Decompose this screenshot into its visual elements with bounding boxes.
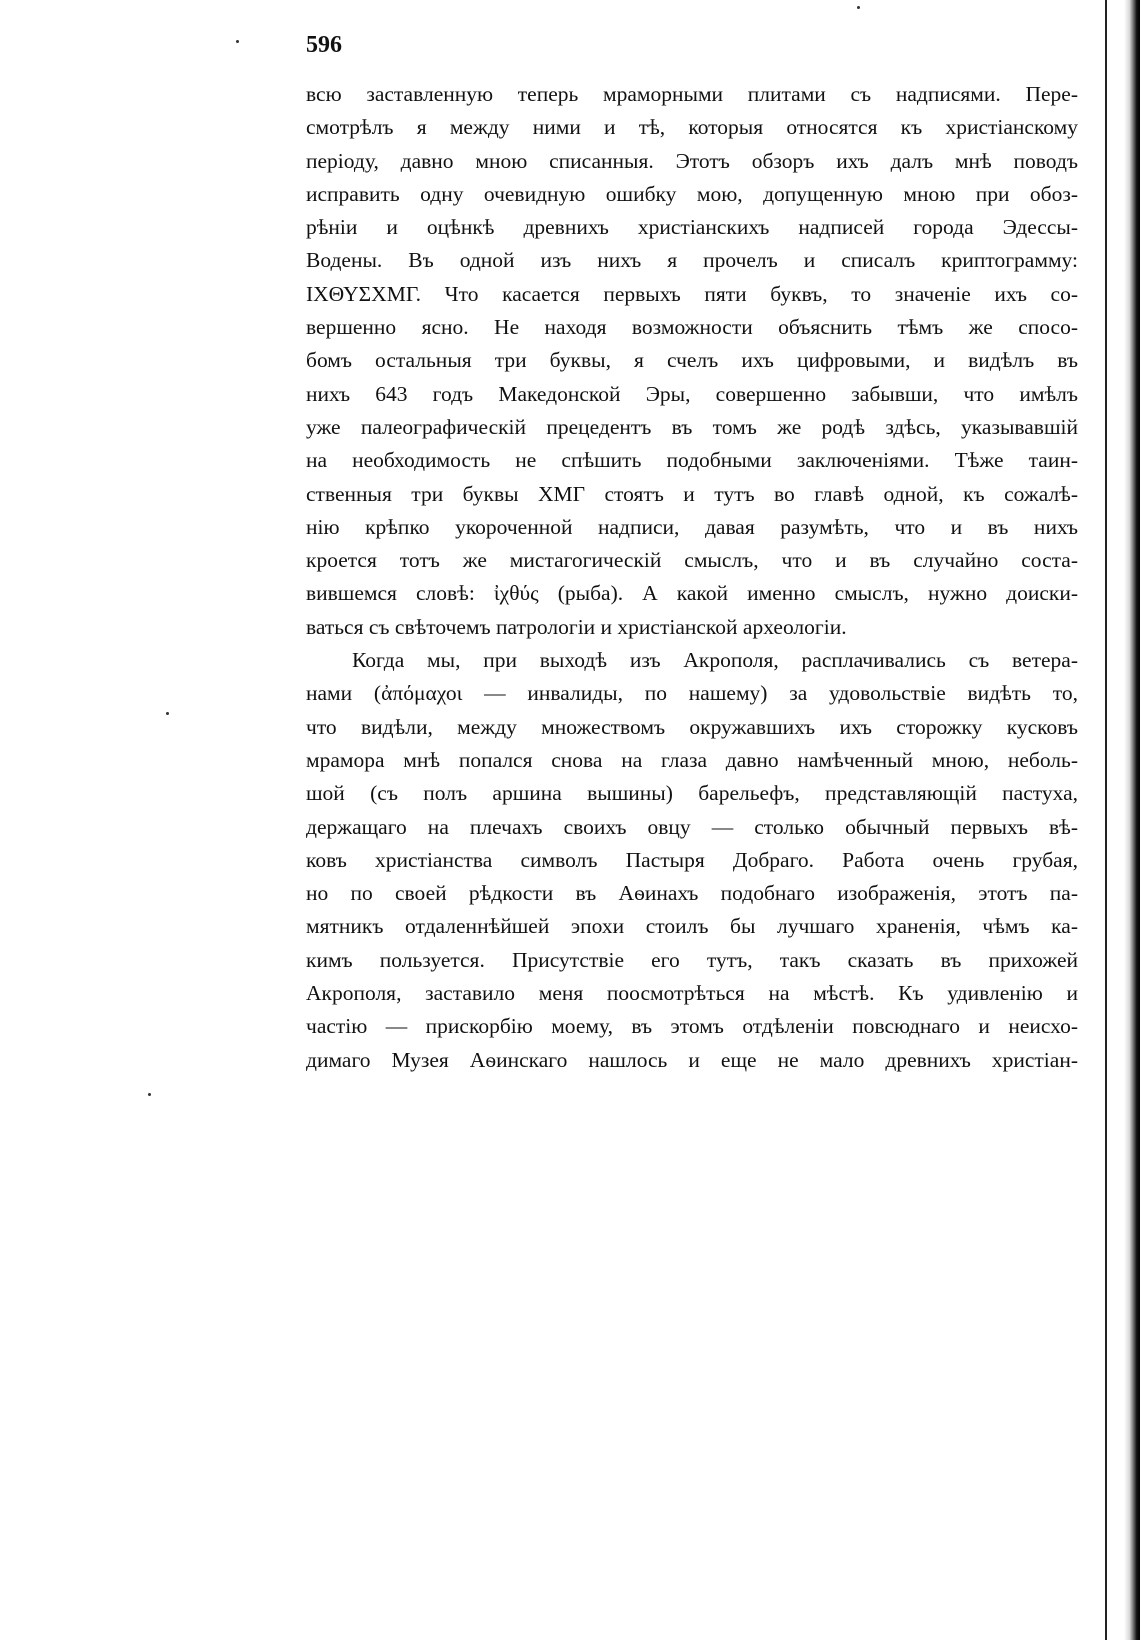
text-line: кроется тотъ же мистагогическій смыслъ, что и въ случайно соста- <box>306 548 1078 573</box>
text-line: Когда мы, при выходѣ изъ Акрополя, расплачивались съ ветера- <box>352 648 1078 673</box>
text-line: нихъ 643 годъ Македонской Эры, совершенно забывши, что имѣлъ <box>306 381 1078 406</box>
text-line: вершенно ясно. Не находя возможности объяснить тѣмъ же спосо- <box>306 315 1078 340</box>
text-line: нію крѣпко укороченной надписи, давая разумѣть, что и въ нихъ <box>306 514 1078 539</box>
text-line: ΙΧΘΥΣΧΜΓ. Что касается первыхъ пяти буквъ, то значеніе ихъ со- <box>306 281 1078 306</box>
text-line: мрамора мнѣ попался снова на глаза давно намѣченный мною, неболь- <box>306 747 1078 772</box>
scan-speck <box>166 712 169 715</box>
scan-speck <box>236 40 239 43</box>
text-line: вившемся словѣ: ἰχθύς (рыба). А какой именно смыслъ, нужно доиски- <box>306 581 1078 606</box>
text-line: уже палеографическій прецедентъ въ томъ же родѣ здѣсь, указывавшій <box>306 414 1078 439</box>
page-number: 596 <box>306 32 342 58</box>
text-line: Акрополя, заставило меня поосмотрѣться на мѣстѣ. Къ удивленію и <box>306 981 1078 1006</box>
page-edge-line <box>1105 0 1107 1640</box>
text-line: держащаго на плечахъ своихъ овцу — столько обычный первыхъ вѣ- <box>306 814 1078 839</box>
text-line: но по своей рѣдкости въ Аѳинахъ подобнаго изображенія, этотъ па- <box>306 881 1078 906</box>
book-spine-shadow <box>1124 0 1140 1640</box>
text-line: что видѣли, между множествомъ окружавшихъ ихъ сторожку кусковъ <box>306 714 1078 739</box>
text-line: димаго Музея Аѳинскаго нашлось и еще не мало древнихъ христіан- <box>306 1047 1078 1072</box>
body-text <box>306 78 1078 1077</box>
scan-speck <box>857 6 860 9</box>
text-line: кимъ пользуется. Присутствіе его тутъ, такъ сказать въ прихожей <box>306 947 1078 972</box>
scan-speck <box>148 1093 151 1096</box>
text-line: рѣніи и оцѣнкѣ древнихъ христіанскихъ надписей города Эдессы- <box>306 215 1078 240</box>
text-line: ковъ христіанства символъ Пастыря Добраго. Работа очень грубая, <box>306 847 1078 872</box>
text-line: всю заставленную теперь мраморными плитами съ надписями. Пере- <box>306 82 1078 106</box>
text-line: на необходимость не спѣшить подобными заключеніями. Тѣже таин- <box>306 448 1078 473</box>
text-line: смотрѣлъ я между ними и тѣ, которыя относятся къ христіанскому <box>306 115 1078 140</box>
text-line: Водены. Въ одной изъ нихъ я прочелъ и списалъ криптограмму: <box>306 248 1078 273</box>
text-line: шой (съ полъ аршина вышины) барельефъ, представляющій пастуха, <box>306 781 1078 806</box>
text-line: періоду, давно мною списанныя. Этотъ обзоръ ихъ далъ мнѣ поводъ <box>306 148 1078 173</box>
text-line: ваться съ свѣточемъ патрологіи и христіанской археологіи. <box>306 614 847 639</box>
text-line: исправить одну очевидную ошибку мою, допущенную мною при обоз- <box>306 181 1078 206</box>
text-line: бомъ остальныя три буквы, я счелъ ихъ цифровыми, и видѣлъ въ <box>306 348 1078 373</box>
text-line: ственныя три буквы ΧΜΓ стоятъ и тутъ во главѣ одной, къ сожалѣ- <box>306 481 1078 506</box>
text-line: частію — прискорбію моему, въ этомъ отдѣленіи повсюднаго и неисхо- <box>306 1014 1078 1039</box>
text-line: мятникъ отдаленнѣйшей эпохи стоилъ бы лучшаго храненія, чѣмъ ка- <box>306 914 1078 939</box>
text-line: нами (ἀπόμαχοι — инвалиды, по нашему) за удовольствіе видѣть то, <box>306 681 1078 706</box>
